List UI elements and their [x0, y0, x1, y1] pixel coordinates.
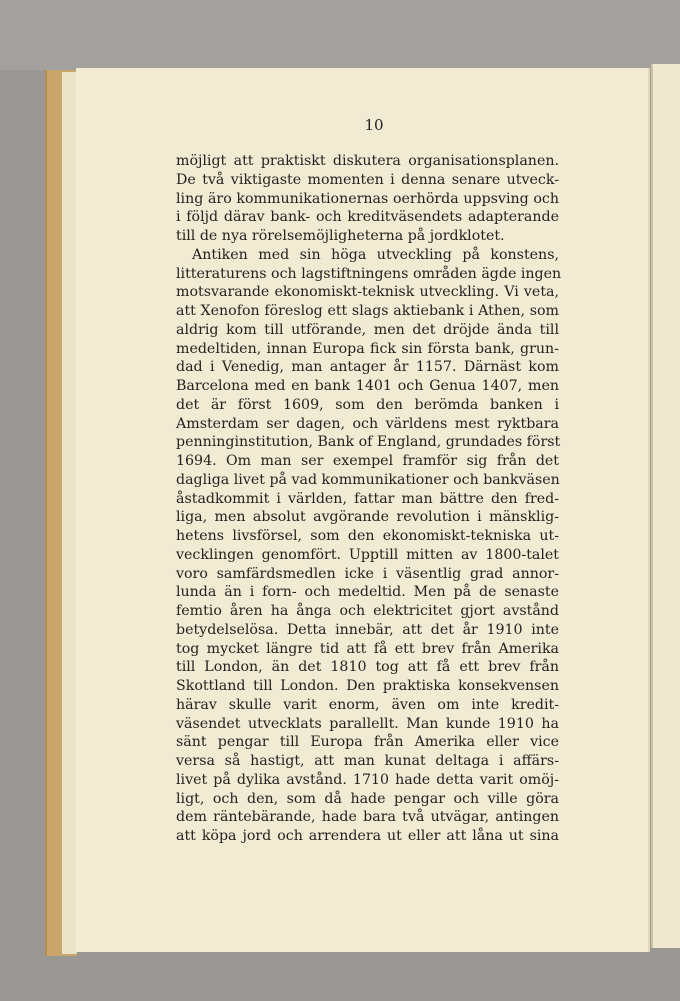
text-line: det är först 1609, som den berömda banken i — [176, 396, 559, 413]
text-line: aldrig kom till utförande, men det dröjde ända till — [176, 321, 559, 338]
text-line: livet på dylika avstånd. 1710 hade detta varit omöj- — [176, 771, 559, 788]
adjacent-page-edge — [651, 64, 680, 948]
text-line: penninginstitution, Bank of England, grundades först — [176, 434, 561, 451]
page-number: 10 — [364, 116, 384, 134]
text-line: Skottland till London. Den praktiska konsekvensen — [176, 678, 559, 694]
text-line: Barcelona med en bank 1401 och Genua 1407, men — [176, 378, 559, 394]
text-line: möjligt att praktiskt diskutera organisationsplanen. — [176, 153, 559, 169]
text-line: i följd därav bank- och kreditväsendets adapterande — [176, 209, 559, 226]
text-line: vecklingen genomfört. Upptill mitten av 1800-talet — [176, 546, 559, 563]
text-line: härav skulle varit enorm, även om inte kredit- — [176, 696, 559, 713]
body-text — [176, 152, 562, 846]
text-line: dagliga livet på vad kommunikationer och bankväsen — [176, 471, 560, 488]
text-line: litteraturens och lagstiftningens områden ägde ingen — [176, 265, 562, 282]
text-line: åstadkommit i världen, fattar man bättre den fred- — [176, 490, 559, 507]
text-line: tog mycket längre tid att få ett brev från Amerika — [176, 640, 559, 657]
text-line: till de nya rörelsemöjligheterna på jordklotet. — [176, 228, 505, 244]
text-line: ling äro kommunikationernas oerhörda uppsving och — [176, 190, 559, 207]
paragraph-start-line: Antiken med sin höga utveckling på konstens, — [192, 246, 559, 263]
text-line: sänt pengar till Europa från Amerika eller vice — [176, 734, 559, 751]
text-line: ligt, och den, som då hade pengar och ville göra — [176, 790, 559, 807]
book-page — [76, 68, 650, 952]
text-line: att köpa jord och arrendera ut eller att låna ut sina — [176, 828, 559, 844]
text-line: versa så hastigt, att man kunat deltaga i affärs- — [176, 753, 559, 769]
text-line: Amsterdam ser dagen, och världens mest ryktbara — [176, 415, 559, 432]
background-board — [0, 0, 680, 70]
text-line: dad i Venedig, man antager år 1157. Därnäst kom — [176, 359, 559, 376]
text-line: hetens livsförsel, som den ekonomiskt-tekniska ut- — [176, 528, 559, 544]
text-line: dem räntebärande, hade bara två utvägar, antingen — [176, 809, 559, 826]
text-line: medeltiden, innan Europa fick sin första bank, grun- — [176, 340, 559, 357]
text-line: väsendet utvecklats parallellt. Man kunde 1910 ha — [176, 715, 559, 732]
text-line: lunda än i forn- och medeltid. Men på de senaste — [176, 584, 559, 601]
text-line: motsvarande ekonomiskt-teknisk utveckling. Vi veta, — [176, 284, 559, 301]
text-line: 1694. Om man ser exempel framför sig från det — [176, 453, 559, 469]
text-line: till London, än det 1810 tog att få ett brev från — [176, 659, 559, 676]
text-line: liga, men absolut avgörande revolution i mänsklig- — [176, 509, 559, 526]
text-line: voro samfärdsmedlen icke i väsentlig grad annor- — [176, 565, 559, 582]
text-line: betydelselösa. Detta innebär, att det år 1910 inte — [176, 621, 559, 638]
text-line: femtio åren ha ånga och elektricitet gjort avstånd — [176, 603, 559, 619]
text-line: att Xenofon föreslog ett slags aktiebank i Athen, som — [176, 303, 559, 319]
text-line: De två viktigaste momenten i denna senare utveck- — [176, 171, 559, 188]
page-spine — [62, 72, 77, 954]
